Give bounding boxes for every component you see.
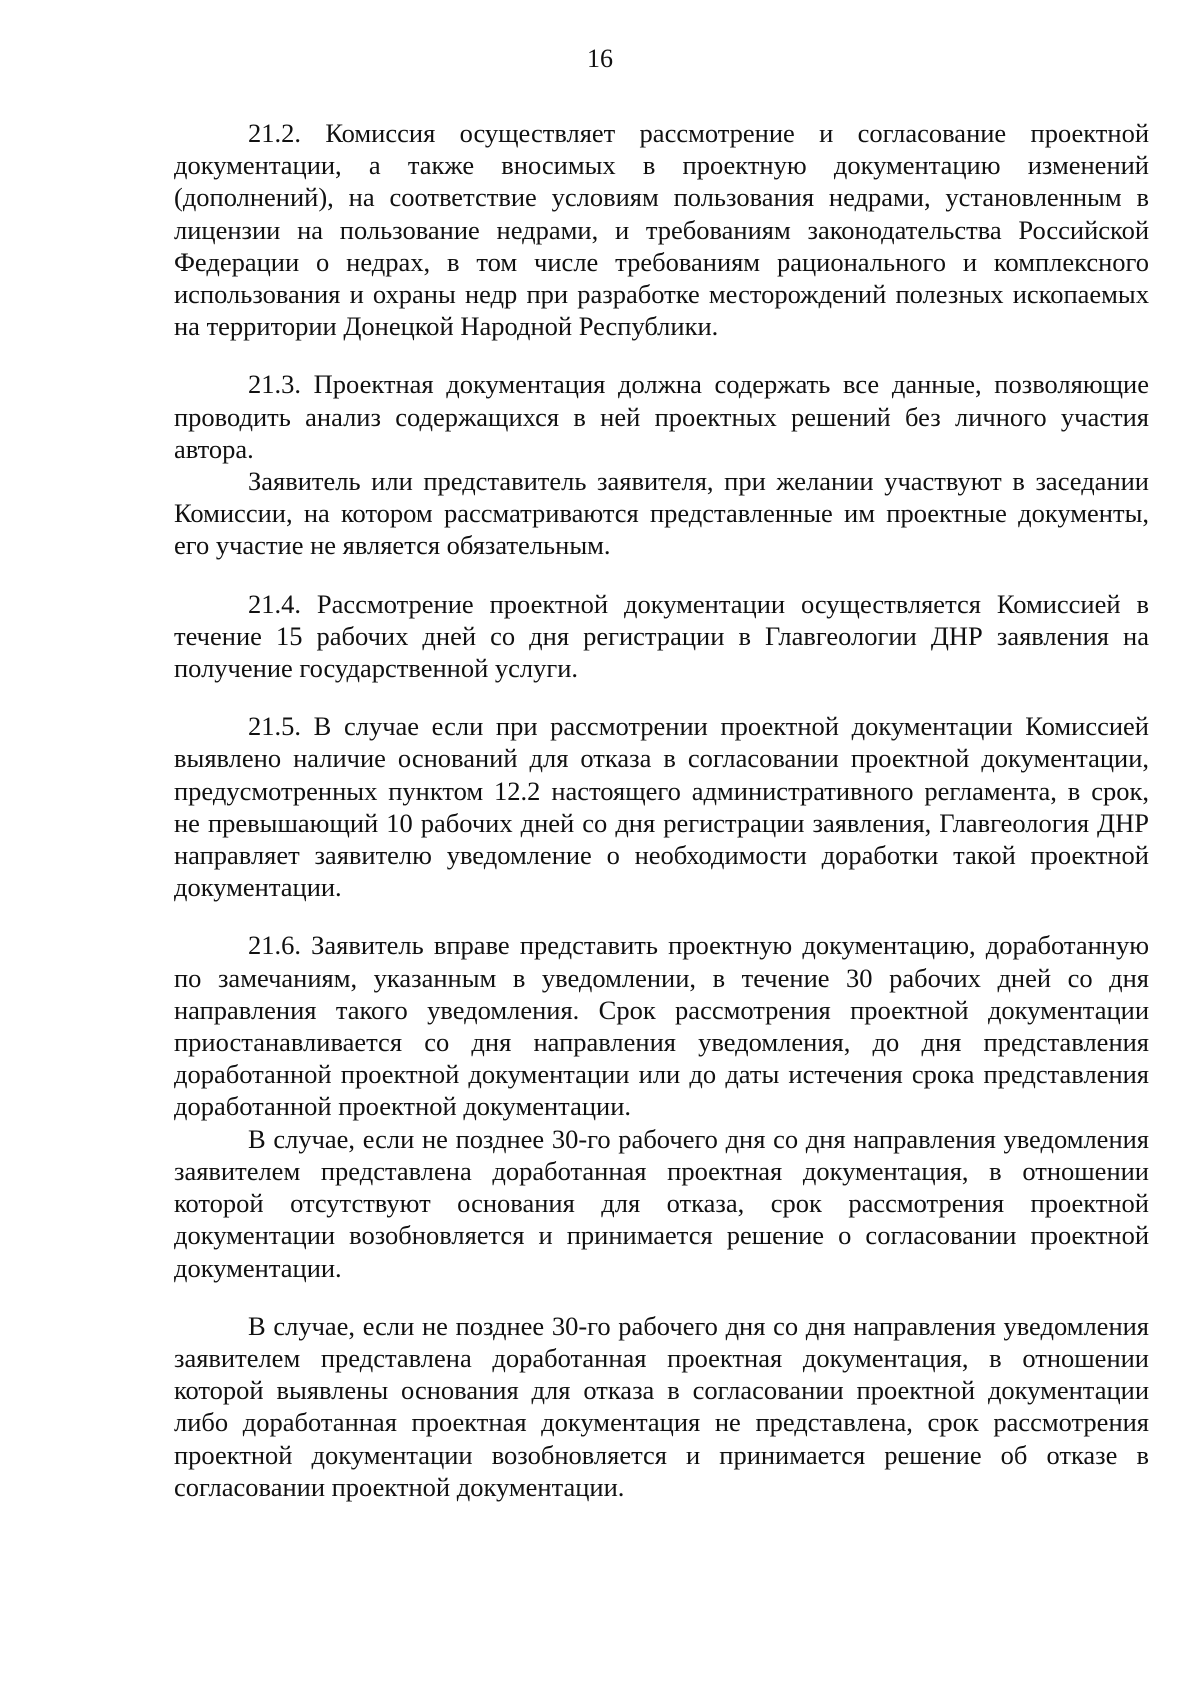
paragraph-gap — [174, 1284, 1149, 1310]
paragraph-21-4: 21.4. Рассмотрение проектной документации осуществляется Комиссией в течение 15 рабочих дней со дня регистрации в Главгеологии ДНР заявления на получение государственной услуги. — [174, 588, 1149, 684]
paragraph-gap — [174, 562, 1149, 588]
paragraph-gap — [174, 903, 1149, 929]
paragraph-21-3: 21.3. Проектная документация должна содержать все данные, позволяющие проводить анализ содержащихся в ней проектных решений без личного участия автора. — [174, 369, 1149, 464]
paragraph-21-3-applicant: Заявитель или представитель заявителя, при желании участвуют в заседании Комиссии, на котором рассматриваются представленные им проектные документы, его участие не является обязательным. — [174, 466, 1149, 561]
page-number: 16 — [587, 44, 613, 73]
paragraph-21-6-approval-case: В случае, если не позднее 30-го рабочего дня со дня направления уведомления заявителем представлена доработанная проектная документация, в отношении которой отсутствуют основания для отказа, срок рассмотрения проектной документации возобновляется и принимается решение о согласовании проектной документации. — [174, 1123, 1149, 1283]
paragraph-21-6: 21.6. Заявитель вправе представить проектную документацию, доработанную по замечаниям, указанным в уведомлении, в течение 30 рабочих дней со дня направления такого уведомления. Срок рассмотрения проектной документации приостанавливается со дня направления уведомления, до дня представления доработанной проектной документации или до даты истечения срока представления доработанной проектной документации. — [174, 930, 1149, 1122]
paragraph-21-6-refusal-case: В случае, если не позднее 30-го рабочего дня со дня направления уведомления заявителем представлена доработанная проектная документация, в отношении которой выявлены основания для отказа в согласовании проектной документации либо доработанная проектная документация не представлена, срок рассмотрения проектной документации возобновляется и принимается решение об отказе в согласовании проектной документации. — [174, 1310, 1149, 1502]
paragraph-gap — [174, 684, 1149, 710]
paragraph-gap — [174, 342, 1149, 368]
paragraph-21-5: 21.5. В случае если при рассмотрении проектной документации Комиссией выявлено наличие оснований для отказа в согласовании проектной документации, предусмотренных пунктом 12.2 настоящего административного регламента, в срок, не превышающий 10 рабочих дней со дня регистрации заявления, Главгеология ДНР направляет заявителю уведомление о необходимости доработки такой проектной документации. — [174, 711, 1149, 903]
paragraph-21-2: 21.2. Комиссия осуществляет рассмотрение и согласование проектной документации, а также вносимых в проектную документацию изменений (дополнений), на соответствие условиям пользования недрами, установленным в лицензии на пользование недрами, и требованиям законодательства Российской Федерации о недрах, в том числе требованиям рационального и комплексного использования и охраны недр при разработке месторождений полезных ископаемых на территории Донецкой Народной Республики. — [174, 118, 1149, 342]
document-body — [174, 117, 1149, 1503]
